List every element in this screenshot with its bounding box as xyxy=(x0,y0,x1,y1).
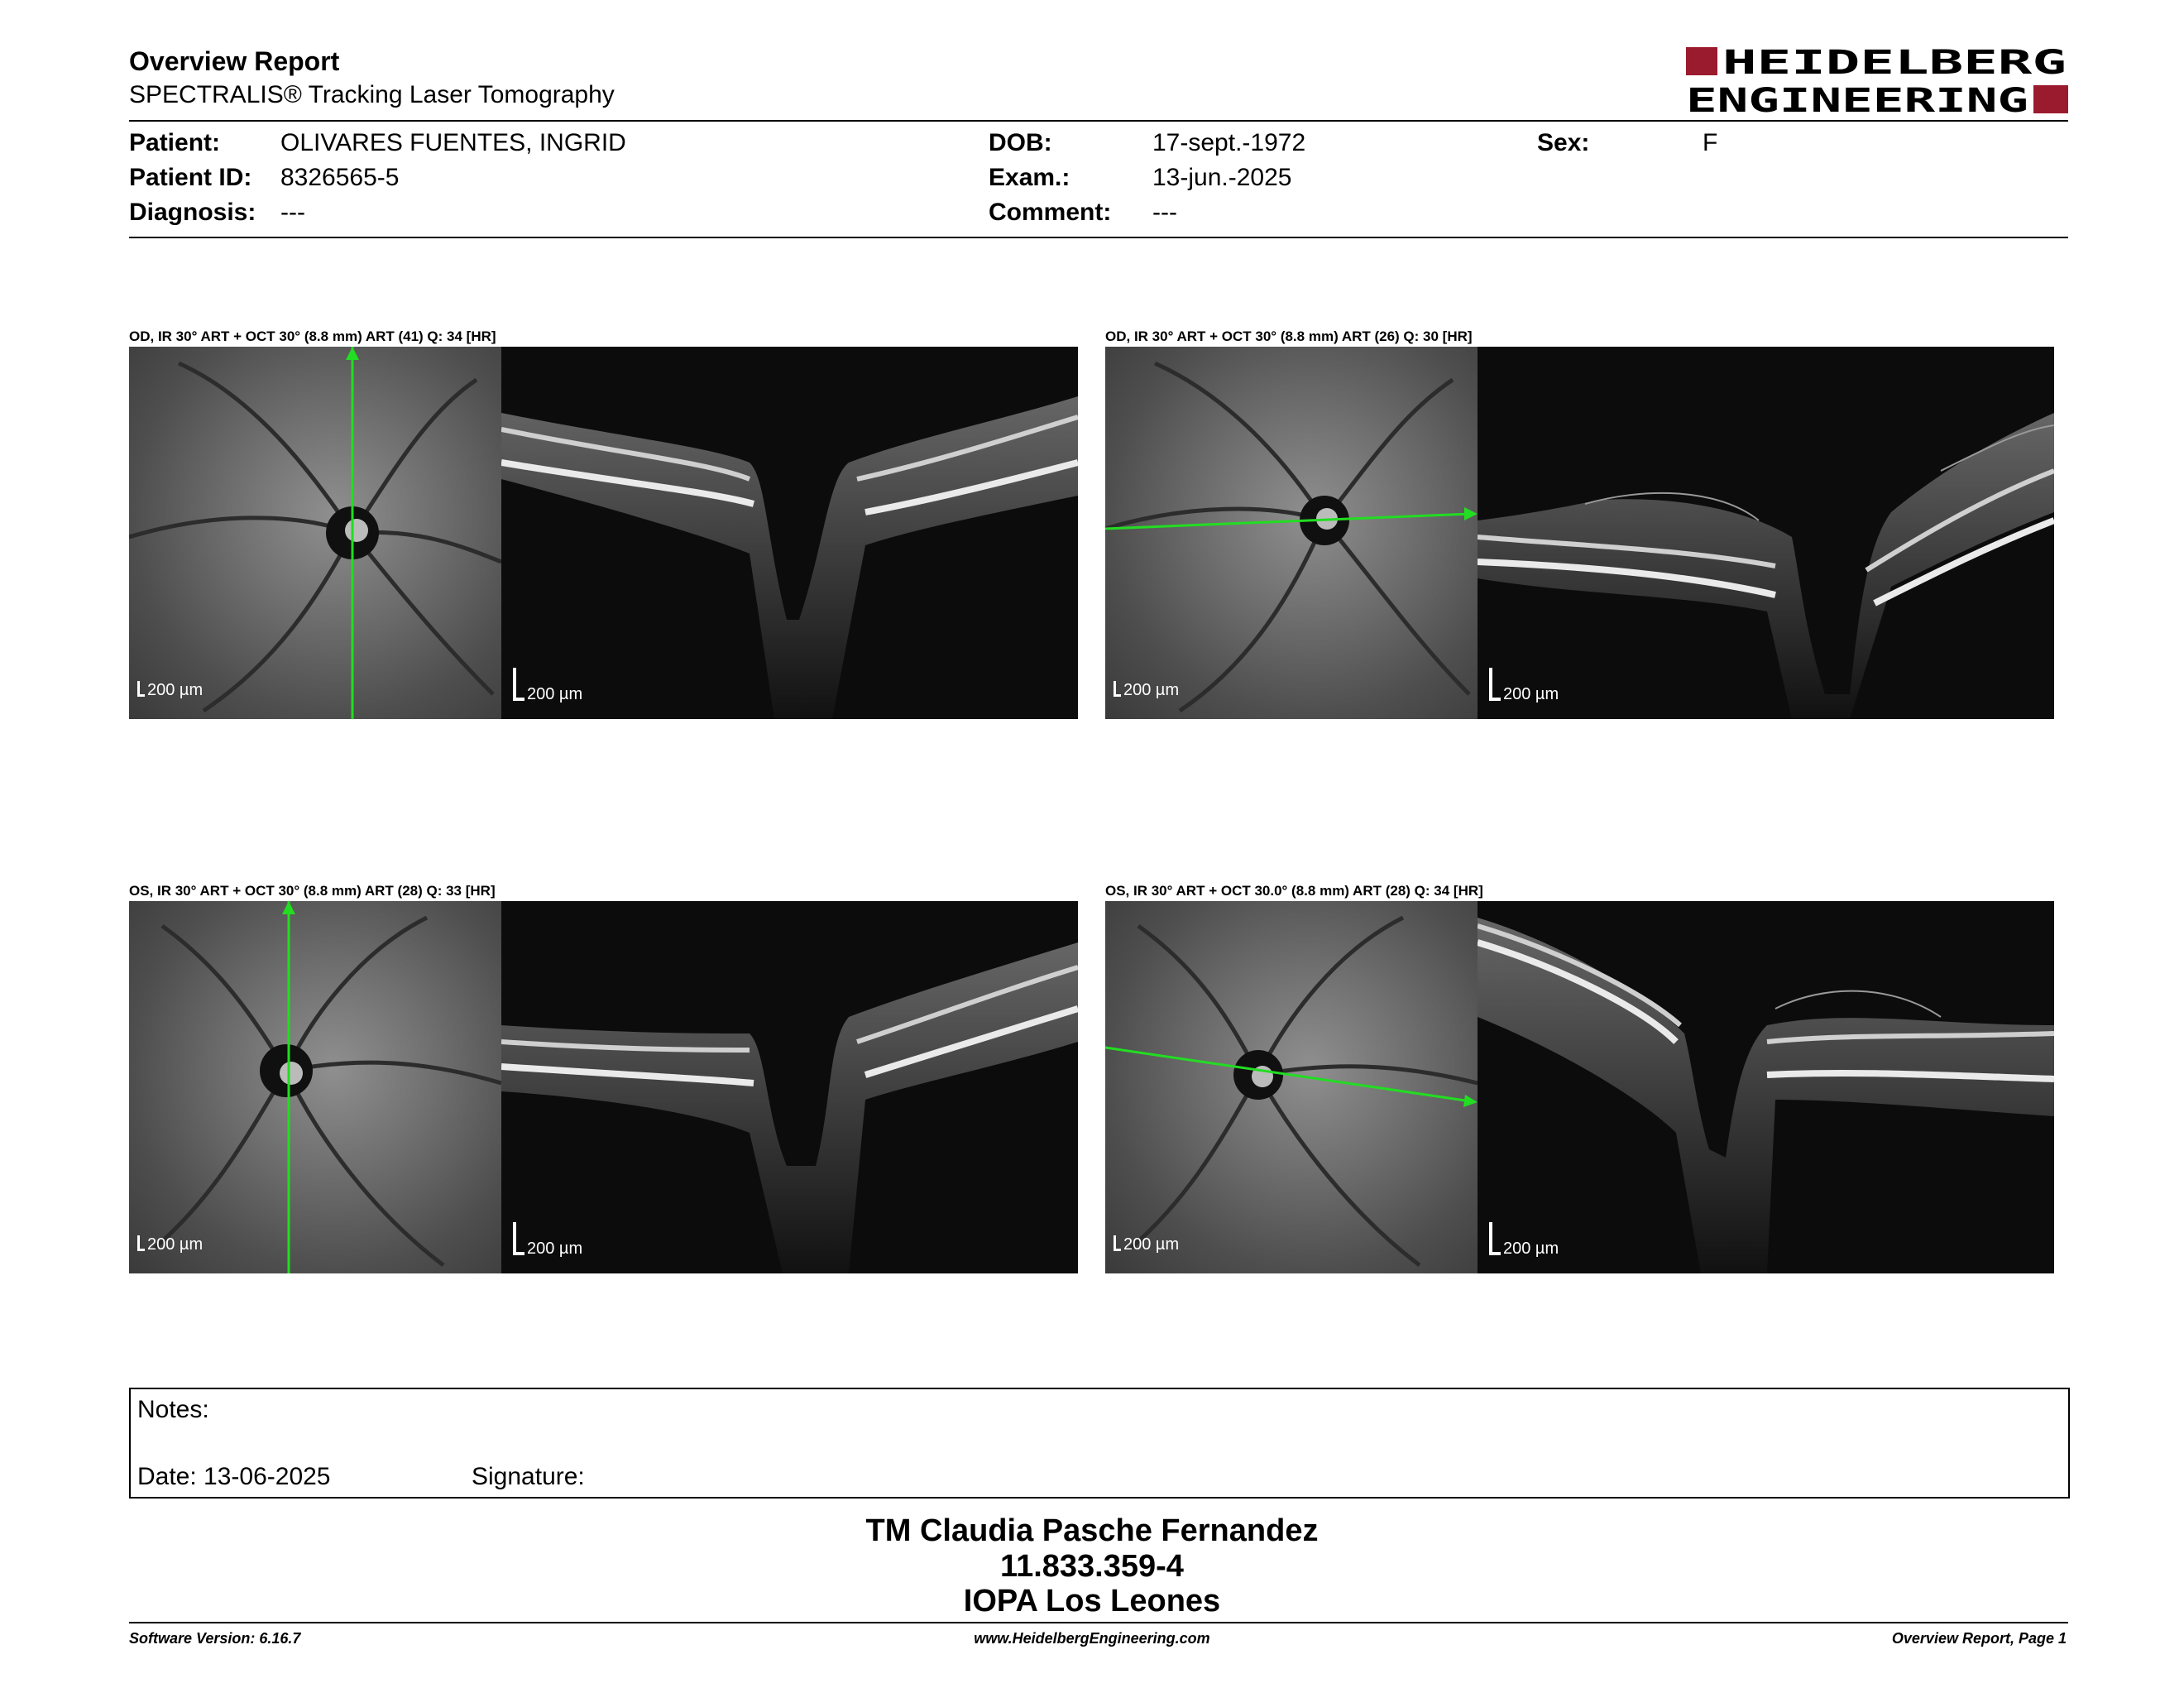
oct-bscan[interactable] xyxy=(501,347,1078,719)
exam-value: 13-jun.-2025 xyxy=(1152,164,1292,191)
patient-name: OLIVARES FUENTES, INGRID xyxy=(280,129,626,156)
software-version: Software Version: 6.16.7 xyxy=(129,1630,301,1647)
footer-divider xyxy=(129,1622,2068,1623)
dob-value: 17-sept.-1972 xyxy=(1152,129,1306,156)
scan-label: OD, IR 30° ART + OCT 30° (8.8 mm) ART (41) Q: 34 [HR] xyxy=(129,328,496,344)
scan-line[interactable] xyxy=(1105,1048,1471,1101)
oct-bscan[interactable] xyxy=(1478,347,2054,719)
signatory-institution: IOPA Los Leones xyxy=(963,1584,1221,1618)
oct-bscan[interactable] xyxy=(1478,901,2054,1273)
comment-label: Comment: xyxy=(989,199,1112,226)
page-indicator: Overview Report, Page 1 xyxy=(1891,1630,2067,1647)
scale-label: 200 µm xyxy=(147,1235,204,1254)
comment-value: --- xyxy=(1152,199,1177,226)
notes-box[interactable] xyxy=(129,1388,2070,1499)
oct-bscan[interactable] xyxy=(501,901,1078,1273)
scan-label: OD, IR 30° ART + OCT 30° (8.8 mm) ART (26) Q: 30 [HR] xyxy=(1105,328,1473,344)
scale-label: 200 µm xyxy=(527,1240,583,1258)
logo-line1: HEIDELBERG xyxy=(1722,46,2067,82)
scale-label: 200 µm xyxy=(1123,1235,1180,1254)
notes-date: Date: 13-06-2025 xyxy=(137,1463,331,1490)
scale-bar xyxy=(1489,668,1559,704)
scale-bar xyxy=(513,1222,582,1259)
fundus-image[interactable] xyxy=(129,347,501,719)
heidelberg-logo xyxy=(1686,46,2068,116)
scale-label: 200 µm xyxy=(147,681,204,699)
report-subtitle: SPECTRALIS® Tracking Laser Tomography xyxy=(129,81,615,108)
logo-line2: ENGINEERING xyxy=(1686,82,2028,116)
scale-label: 200 µm xyxy=(527,685,583,703)
dob-label: DOB: xyxy=(989,129,1052,156)
signatory-name: TM Claudia Pasche Fernandez xyxy=(865,1513,1319,1548)
sex-label: Sex: xyxy=(1537,129,1590,156)
scale-bar xyxy=(137,681,203,700)
patient-label: Patient: xyxy=(129,129,221,156)
fundus-image[interactable] xyxy=(129,901,501,1273)
scan-label: OS, IR 30° ART + OCT 30° (8.8 mm) ART (28) Q: 33 [HR] xyxy=(129,883,496,899)
scale-label: 200 µm xyxy=(1503,1240,1559,1258)
scale-bar xyxy=(137,1235,203,1254)
sex-value: F xyxy=(1703,129,1718,156)
patient-divider xyxy=(129,237,2068,238)
notes-label: Notes: xyxy=(137,1396,209,1423)
diagnosis-value: --- xyxy=(280,199,305,226)
patient-id: 8326565-5 xyxy=(280,164,400,191)
scale-bar xyxy=(513,668,582,704)
scale-label: 200 µm xyxy=(1123,681,1180,699)
report-title: Overview Report xyxy=(129,46,340,76)
fundus-image[interactable] xyxy=(1105,347,1478,719)
signatory-id: 11.833.359-4 xyxy=(1000,1549,1184,1584)
scale-bar xyxy=(1489,1222,1559,1259)
fundus-image[interactable] xyxy=(1105,901,1478,1273)
scan-label: OS, IR 30° ART + OCT 30.0° (8.8 mm) ART (28) Q: 34 [HR] xyxy=(1105,883,1483,899)
scale-bar xyxy=(1114,1235,1179,1254)
diagnosis-label: Diagnosis: xyxy=(129,199,256,226)
exam-label: Exam.: xyxy=(989,164,1070,191)
header-divider xyxy=(129,120,2068,122)
signature-label: Signature: xyxy=(472,1463,585,1490)
scale-label: 200 µm xyxy=(1503,685,1559,703)
scale-bar xyxy=(1114,681,1179,700)
patient-id-label: Patient ID: xyxy=(129,164,252,191)
website-link[interactable]: www.HeidelbergEngineering.com xyxy=(974,1630,1210,1647)
